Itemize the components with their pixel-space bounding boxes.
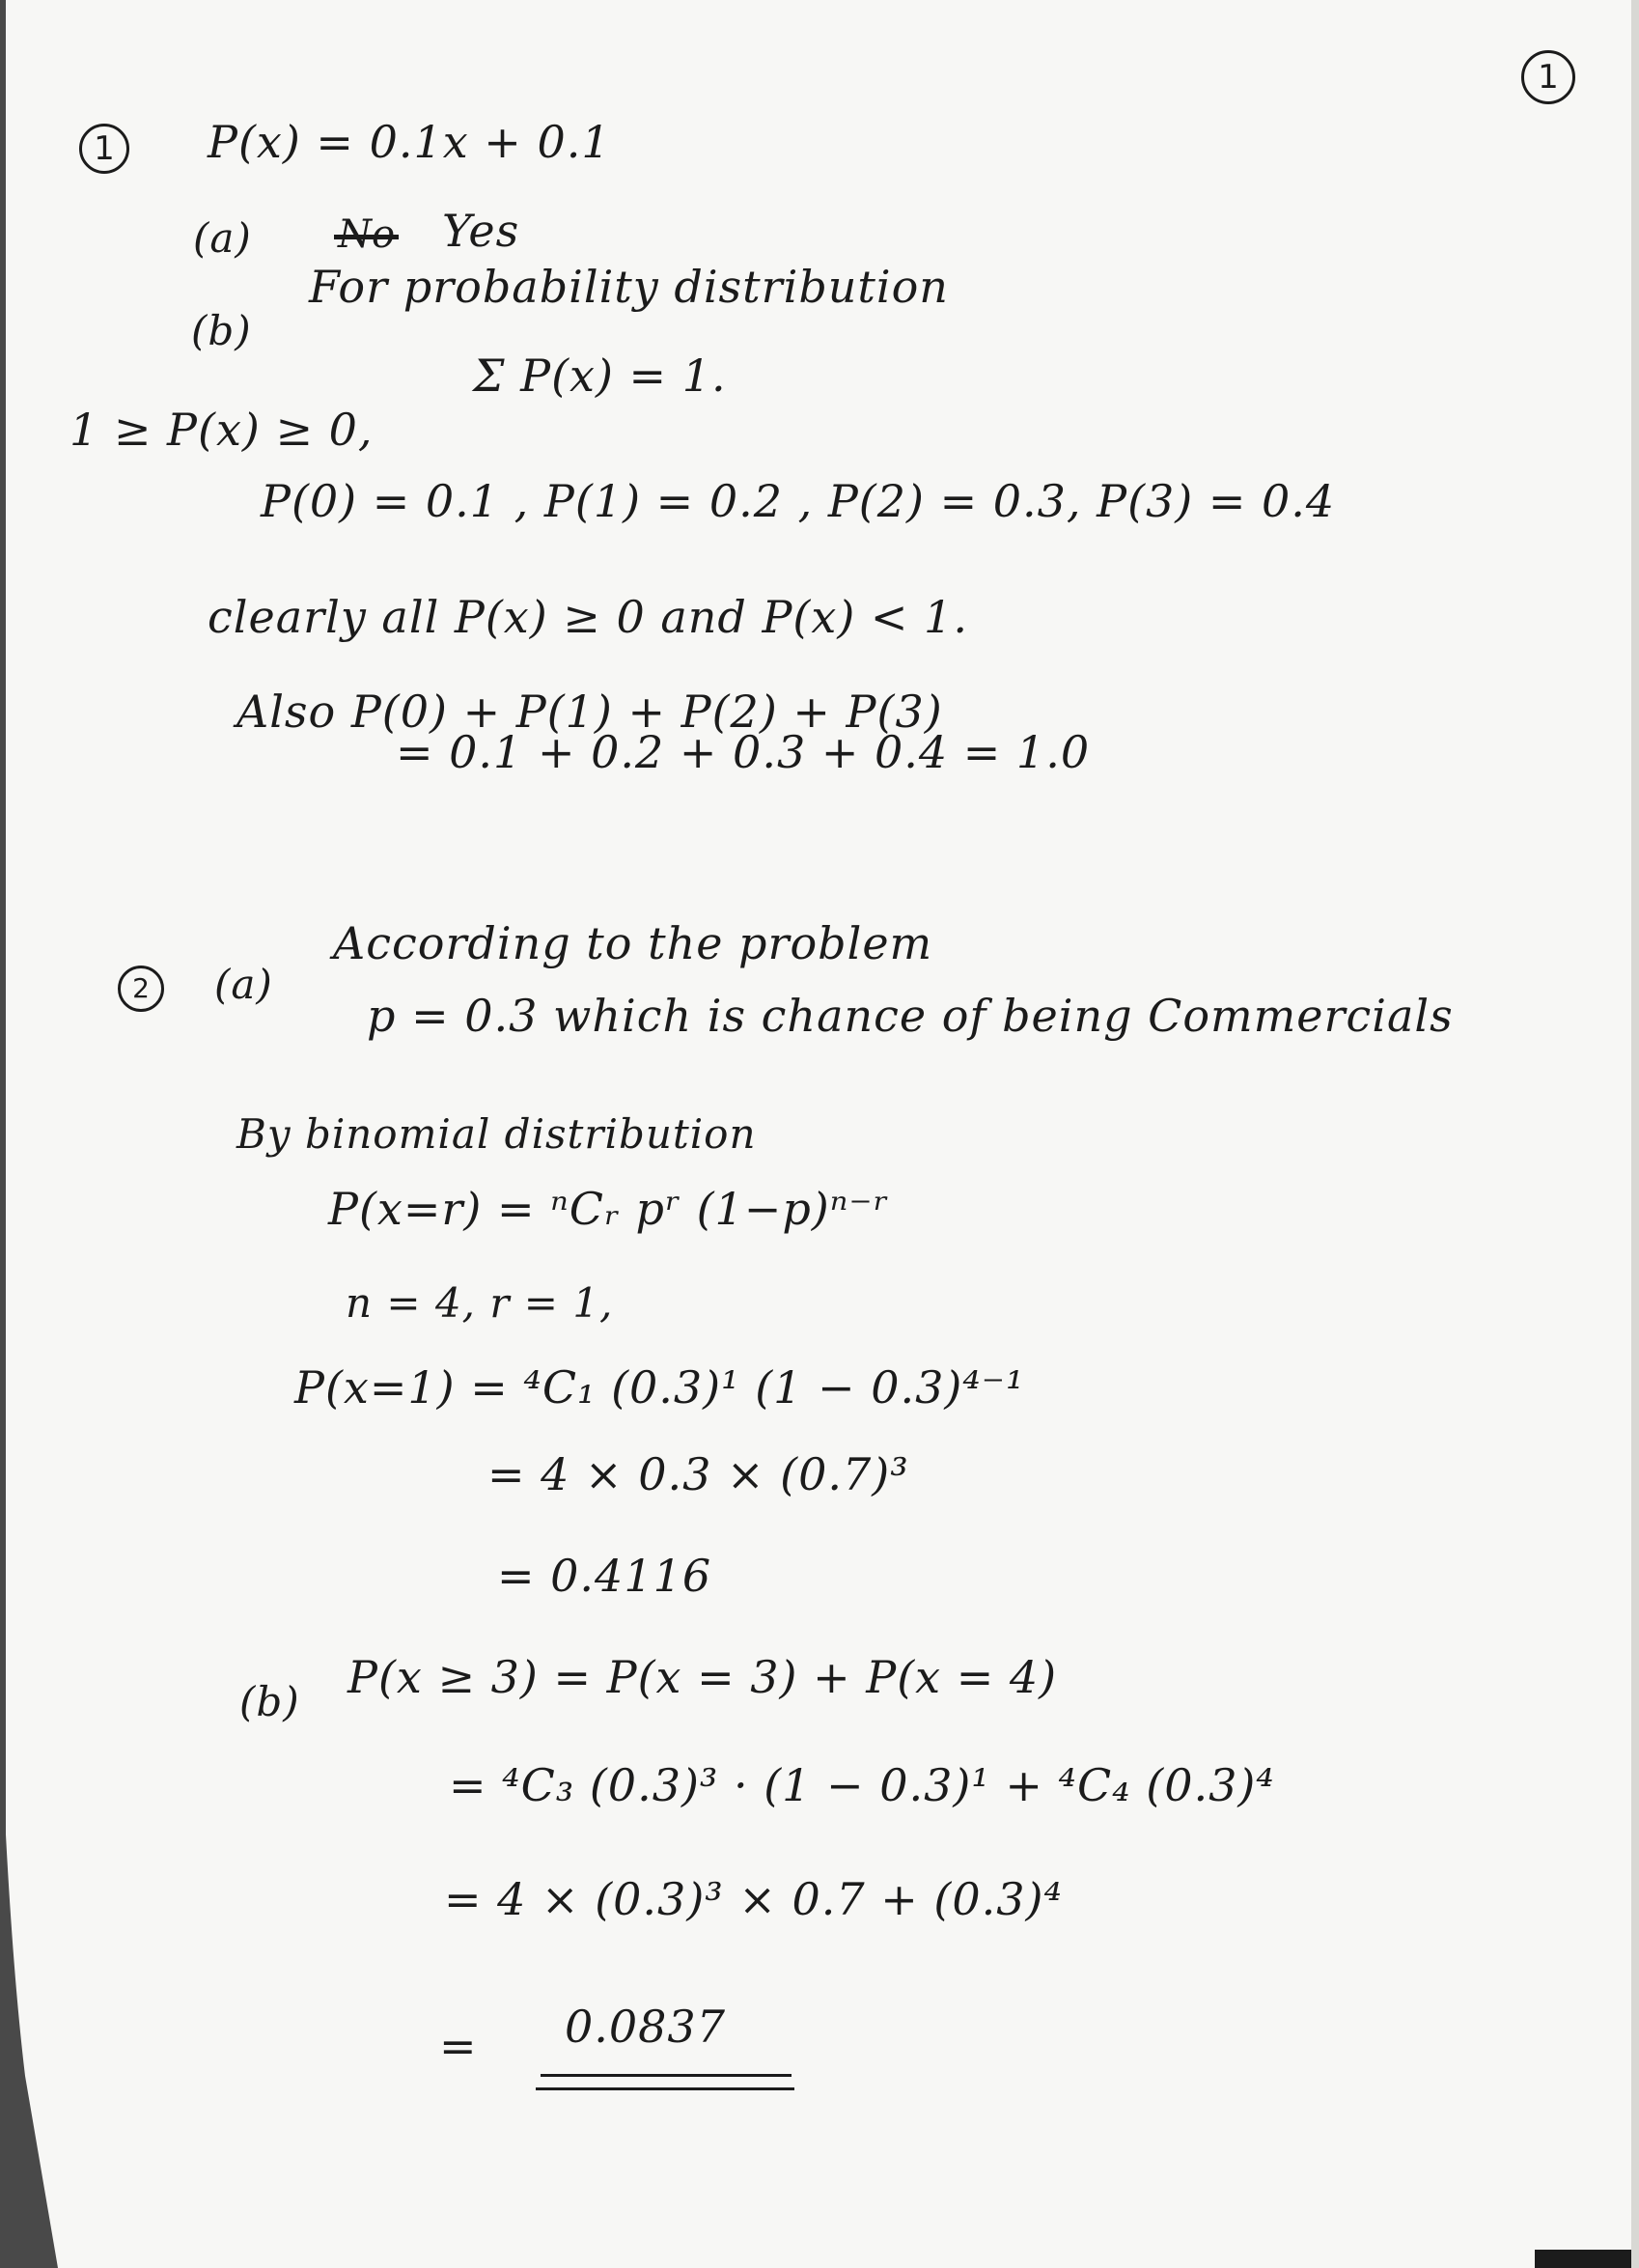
q2-number: 2 [132, 972, 150, 1004]
q2-step3: = 0.4116 [497, 1550, 712, 1602]
q2-part-a-label: (a) [214, 961, 273, 1008]
page-number: 1 [1538, 58, 1559, 97]
q1-number-badge [79, 124, 129, 174]
q2-intro: According to the problem [333, 917, 933, 969]
answer-underline-1 [541, 2074, 792, 2077]
q1-also: Also P(0) + P(1) + P(2) + P(3) [236, 686, 943, 738]
q1-part-b-heading: For probability distribution [309, 261, 949, 313]
scan-edge-bottom-right [1535, 2221, 1639, 2268]
scan-edge-right [1625, 0, 1639, 2268]
q1-part-a-answer: Yes [442, 205, 520, 257]
q2-formula: P(x=r) = ⁿCᵣ pʳ (1−p)ⁿ⁻ʳ [328, 1183, 890, 1235]
answer-underline-2 [536, 2087, 794, 2090]
q1-sum: = 0.1 + 0.2 + 0.3 + 0.4 = 1.0 [396, 726, 1091, 778]
q2-params: n = 4, r = 1, [346, 1279, 614, 1327]
q2-b-step2: = ⁴C₃ (0.3)³ · (1 − 0.3)¹ + ⁴C₄ (0.3)⁴ [449, 1759, 1275, 1811]
q2-p-line: p = 0.3 which is chance of being Commercials [367, 990, 1454, 1042]
q1-condition-sum: Σ P(x) = 1. [473, 350, 727, 402]
q2-binomial-heading: By binomial distribution [236, 1110, 757, 1158]
q1-function: P(x) = 0.1x + 0.1 [208, 116, 611, 168]
q1-number: 1 [94, 129, 115, 168]
q2-b-step3: = 4 × (0.3)³ × 0.7 + (0.3)⁴ [444, 1873, 1063, 1925]
q2-b-step1: P(x ≥ 3) = P(x = 3) + P(x = 4) [347, 1651, 1058, 1703]
q1-values: P(0) = 0.1 , P(1) = 0.2 , P(2) = 0.3, P(3) = 0.4 [261, 475, 1336, 527]
q1-part-a-label: (a) [193, 214, 252, 262]
q1-part-b-label: (b) [191, 307, 252, 354]
q1-condition-left: 1 ≥ P(x) ≥ 0, [69, 404, 374, 456]
q2-b-step4: = [439, 2020, 478, 2072]
q1-clearly: clearly all P(x) ≥ 0 and P(x) < 1. [208, 591, 968, 643]
q2-part-b-label: (b) [239, 1678, 300, 1725]
scan-edge-left [0, 0, 58, 2268]
q2-step1: P(x=1) = ⁴C₁ (0.3)¹ (1 − 0.3)⁴⁻¹ [294, 1361, 1025, 1414]
q2-b-answer: 0.0837 [565, 2001, 726, 2053]
q2-number-badge [118, 966, 164, 1012]
q2-step2: = 4 × 0.3 × (0.7)³ [487, 1448, 909, 1500]
page-number-badge [1521, 50, 1575, 104]
q1-part-a-struck: No [338, 212, 396, 257]
